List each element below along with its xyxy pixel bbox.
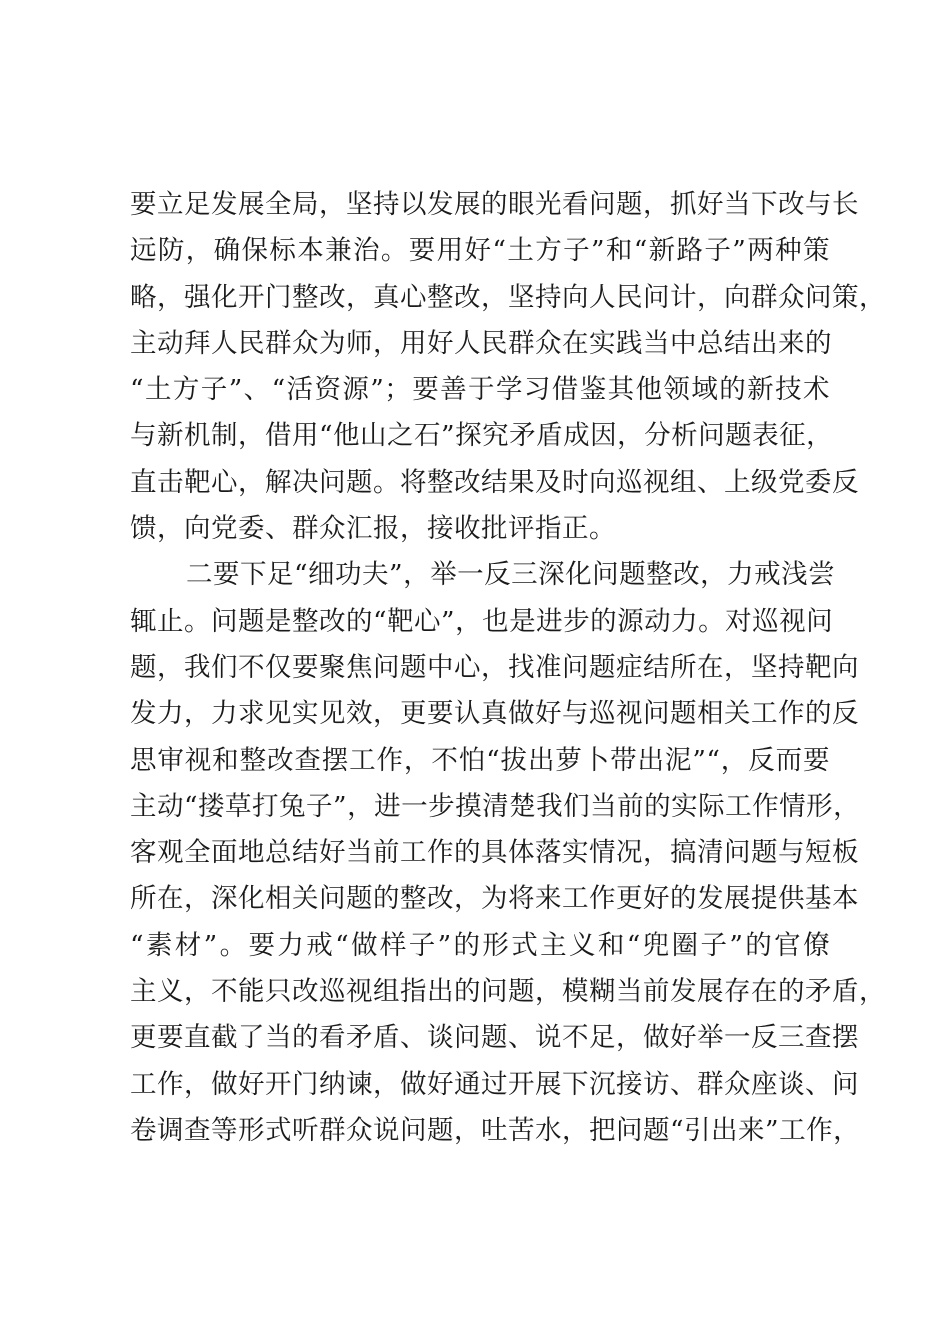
text-line: 要立足发展全局，坚持以发展的眼光看问题，抓好当下改与长 bbox=[130, 189, 859, 220]
text-line: 辄止。问题是整改的“靶心”，也是进步的源动力。对巡视问 bbox=[130, 605, 834, 637]
paragraph-1 bbox=[130, 182, 886, 552]
text-line: 主动“搂草打兔子”，进一步摸清楚我们当前的实际工作情形， bbox=[130, 790, 861, 822]
text-line: 思审视和整改查摆工作，不怕“拔出萝卜带出泥”“，反而要 bbox=[130, 744, 830, 776]
text-line: 主义，不能只改巡视组指出的问题，模糊当前发展存在的矛盾， bbox=[130, 976, 886, 1008]
text-line: 主动拜人民群众为师，用好人民群众在实践当中总结出来的 bbox=[130, 327, 832, 359]
text-line: 发力，力求见实见效，更要认真做好与巡视问题相关工作的反 bbox=[130, 698, 859, 730]
text-line: 二要下足“细功夫”，举一反三深化问题整改，力戒浅尝 bbox=[186, 559, 836, 591]
text-line: “土方子”、“活资源”；要善于学习借鉴其他领域的新技术 bbox=[130, 374, 830, 406]
text-line: 远防，确保标本兼治。要用好“土方子”和“新路子”两种策 bbox=[130, 235, 830, 267]
text-line: “素材”。要力戒“做样子”的形式主义和“兜圈子”的官僚 bbox=[130, 929, 830, 961]
text-line: 略，强化开门整改，真心整改，坚持向人民问计，向群众问策， bbox=[130, 281, 886, 313]
text-line: 馈，向党委、群众汇报，接收批评指正。 bbox=[130, 513, 616, 545]
text-line: 客观全面地总结好当前工作的具体落实情况，搞清问题与短板 bbox=[130, 837, 859, 869]
text-line: 与新机制，借用“他山之石”探究矛盾成因，分析问题表征， bbox=[130, 420, 834, 452]
text-line: 直击靶心，解决问题。将整改结果及时向巡视组、上级党委反 bbox=[130, 466, 859, 498]
text-line: 卷调查等形式听群众说问题，吐苦水，把问题“引出来”工作， bbox=[130, 1114, 861, 1146]
paragraph-2 bbox=[130, 552, 886, 1154]
text-line: 题，我们不仅要聚焦问题中心，找准问题症结所在，坚持靶向 bbox=[130, 651, 859, 683]
body-text bbox=[130, 182, 886, 1154]
text-line: 工作，做好开门纳谏，做好通过开展下沉接访、群众座谈、问 bbox=[130, 1068, 859, 1100]
text-line: 更要直截了当的看矛盾、谈问题、说不足，做好举一反三查摆 bbox=[130, 1022, 859, 1054]
text-line: 所在，深化相关问题的整改，为将来工作更好的发展提供基本 bbox=[130, 883, 859, 915]
